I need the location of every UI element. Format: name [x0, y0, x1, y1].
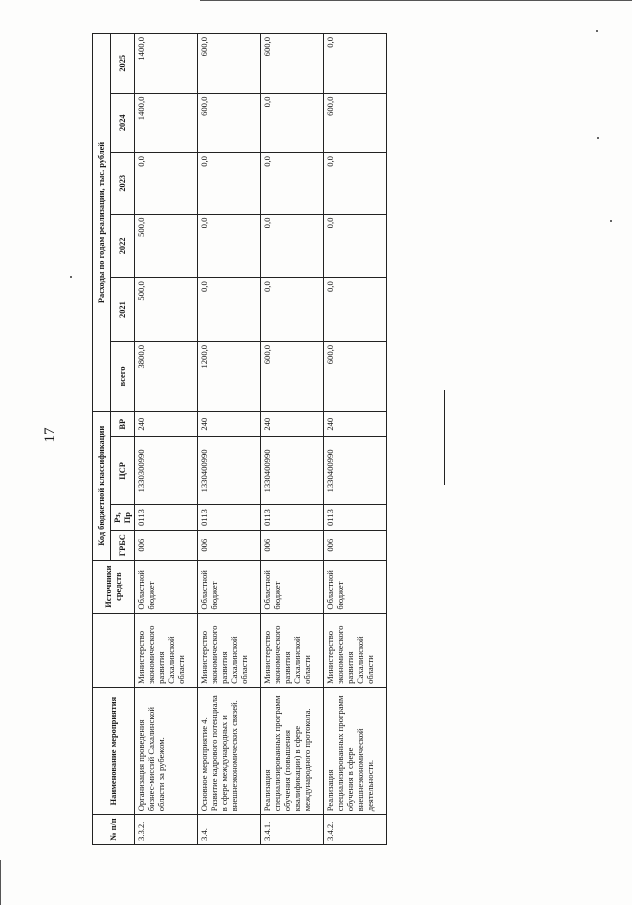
- cell-total: 600,0: [261, 341, 324, 411]
- cell-num: 3.3.2.: [135, 815, 198, 845]
- header-grbs: ГРБС: [111, 530, 135, 560]
- header-year: 2022: [111, 214, 135, 278]
- cell-name: Организация проведения бизнес-миссий Сахалинской области за рубежом.: [135, 687, 198, 814]
- cell-executor: Министерство экономического развития Сахалинской области: [261, 613, 324, 687]
- cell-year-value: 500,0: [135, 214, 198, 278]
- header-year: 2023: [111, 153, 135, 215]
- header-total: всего: [111, 341, 135, 411]
- cell-year-value: 0,0: [198, 153, 261, 215]
- cell-source: Областной бюджет: [198, 560, 261, 613]
- table-row: [324, 34, 387, 845]
- cell-vr: 240: [261, 411, 324, 437]
- cell-grbs: 006: [261, 530, 324, 560]
- cell-executor: Министерство экономического развития Сахалинской области: [135, 613, 198, 687]
- cell-executor: Министерство экономического развития Сахалинской области: [324, 613, 387, 687]
- header-year: 2025: [111, 34, 135, 94]
- cell-year-value: 600,0: [261, 34, 324, 94]
- cell-year-value: 0,0: [198, 278, 261, 342]
- cell-num: 3.4.: [198, 815, 261, 845]
- cell-num: 3.4.2.: [324, 815, 387, 845]
- cell-year-value: 1400,0: [135, 34, 198, 94]
- cell-vr: 240: [324, 411, 387, 437]
- budget-table: [92, 33, 387, 845]
- cell-year-value: 500,0: [135, 278, 198, 342]
- table-row: [135, 34, 198, 845]
- rotated-table-wrapper: [92, 33, 387, 845]
- cell-grbs: 006: [324, 530, 387, 560]
- page-number: 17: [42, 427, 58, 443]
- cell-vr: 240: [198, 411, 261, 437]
- cell-name: Реализация специализированных программ обучения в сфере внешнеэкономической деятельности.: [324, 687, 387, 814]
- cell-rzpr: 0113: [261, 505, 324, 530]
- cell-year-value: 600,0: [324, 93, 387, 152]
- header-executor: [93, 613, 135, 687]
- cell-year-value: 1400,0: [135, 93, 198, 152]
- cell-rzpr: 0113: [198, 505, 261, 530]
- table-row: [261, 34, 324, 845]
- cell-year-value: 0,0: [324, 153, 387, 215]
- scan-speck: [70, 276, 72, 278]
- cell-rzpr: 0113: [324, 505, 387, 530]
- cell-source: Областной бюджет: [324, 560, 387, 613]
- cell-csr: 1330400990: [261, 437, 324, 505]
- table-row: [198, 34, 261, 845]
- cell-grbs: 006: [135, 530, 198, 560]
- header-source: Источники средств: [93, 560, 135, 613]
- header-name: Наименование мероприятия: [93, 687, 135, 814]
- header-year: 2024: [111, 93, 135, 152]
- header-budget-code: Код бюджетной классификации: [93, 411, 111, 560]
- margin-rule: [444, 390, 445, 485]
- cell-source: Областной бюджет: [261, 560, 324, 613]
- cell-name: Основное мероприятие 4. Развитие кадрового потенциала в сфере международных и внешнеэкономических связей.: [198, 687, 261, 814]
- scan-edge-top: [200, 0, 632, 1]
- cell-name: Реализация специализированных программ обучения (повышения квалификации) в сфере международного протокола.: [261, 687, 324, 814]
- cell-vr: 240: [135, 411, 198, 437]
- cell-rzpr: 0113: [135, 505, 198, 530]
- cell-source: Областной бюджет: [135, 560, 198, 613]
- cell-year-value: 0,0: [324, 278, 387, 342]
- cell-year-value: 0,0: [261, 214, 324, 278]
- cell-csr: 1330300990: [135, 437, 198, 505]
- header-num: № п/п: [93, 815, 135, 845]
- cell-csr: 1330400990: [198, 437, 261, 505]
- cell-year-value: 0,0: [198, 214, 261, 278]
- header-csr: ЦСР: [111, 437, 135, 505]
- cell-total: 600,0: [324, 341, 387, 411]
- scan-speck: [596, 30, 598, 32]
- cell-grbs: 006: [198, 530, 261, 560]
- cell-year-value: 600,0: [198, 34, 261, 94]
- header-expenses: Расходы по годам реализации, тыс. рублей: [93, 34, 111, 412]
- cell-year-value: 0,0: [135, 153, 198, 215]
- cell-year-value: 0,0: [324, 34, 387, 94]
- header-rzpr: Рз, Пр: [111, 505, 135, 530]
- header-year: 2021: [111, 278, 135, 342]
- header-vr: ВР: [111, 411, 135, 437]
- cell-year-value: 0,0: [324, 214, 387, 278]
- cell-num: 3.4.1.: [261, 815, 324, 845]
- scan-edge-left: [0, 860, 1, 905]
- scan-speck: [597, 137, 599, 139]
- cell-year-value: 600,0: [198, 93, 261, 152]
- cell-year-value: 0,0: [261, 278, 324, 342]
- cell-total: 1200,0: [198, 341, 261, 411]
- cell-executor: Министерство экономического развития Сахалинской области: [198, 613, 261, 687]
- cell-csr: 1330400990: [324, 437, 387, 505]
- cell-year-value: 0,0: [261, 153, 324, 215]
- cell-year-value: 0,0: [261, 93, 324, 152]
- cell-total: 3800,0: [135, 341, 198, 411]
- scan-speck: [610, 220, 612, 222]
